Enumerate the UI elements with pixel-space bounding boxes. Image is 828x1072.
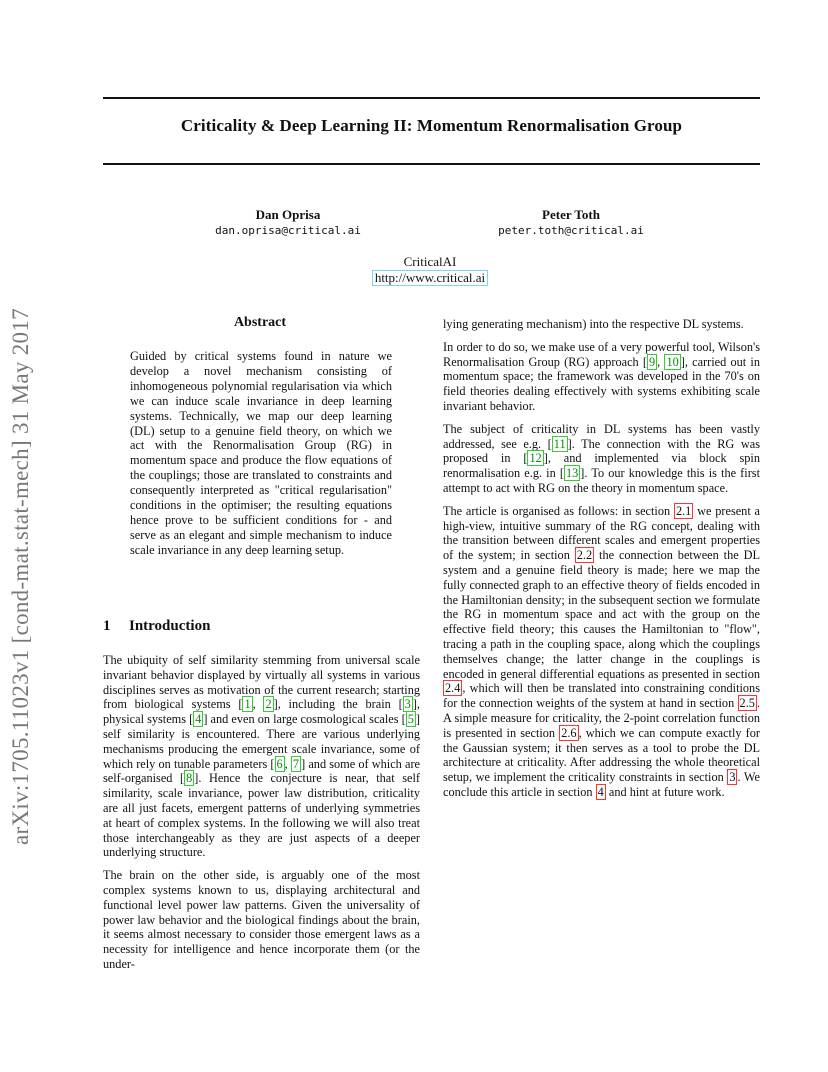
arxiv-side-stamp: arXiv:1705.11023v1 [cond-mat.stat-mech] 31 May 2017 bbox=[8, 308, 33, 845]
section-ref-link[interactable]: 3 bbox=[729, 770, 736, 785]
section-number: 1 bbox=[103, 618, 111, 634]
abstract-text: Guided by critical systems found in nature we develop a novel mechanism consisting of inhomogeneous polynomial regularisation via which we can induce scale invariance in deep learning systems. Technically, we map our deep learning (DL) setup to a genuine field theory, on which we act with the Renormalisation Group (RG) in momentum space and produce the flow equations of the couplings; those are translated to constraints and consequently interpreted as "critical regularisation" conditions in the optimiser; the resulting equations hence prove to be sufficient conditions for - and serve as an elegant and simple mechanism to induce scale invariance in any deep learning setup. bbox=[130, 349, 392, 557]
paragraph: The article is organised as follows: in section 2.1 we present a high-view, intuitive summary of the RG concept, dealing with the transition between different scales and emergent properties of the system; in section 2.2 the connection between the DL system and a genuine field theory is made; here we map the fully connected graph to an effective theory of fields encoded in the Hamiltonian density; in the subsequent section we formulate the RG in momentum space and act with the group on the effective field theory; this causes the Hamiltonian to "flow", tracing a path in the coupling space, along which the couplings themselves change; the latter change in the couplings is encoded in general differential equations as presented in section 2.4 , which will then be translated into constraining conditions for the connection weights of the system at hand in section 2.5 . A simple measure for criticality, the 2-point correlation function is presented in section 2.6 , which we can compute exactly for the Gaussian system; it then serves as a tool to probe the DL architecture at criticality. After addressing the whole theoretical setup, we implement the criticality constraints in section 3 . We conclude this article in section 4 and hint at future work. bbox=[443, 503, 761, 799]
affiliation-url-link[interactable]: http://www.critical.ai bbox=[372, 270, 488, 286]
left-column bbox=[103, 653, 420, 980]
section-ref-link[interactable]: 2.4 bbox=[445, 681, 461, 696]
paragraph: The brain on the other side, is arguably one of the most complex systems known to us, displaying architectural and functional level power law patterns. Given the universality of power law behavior and the biological findings about the brain, it seems almost necessary to consider those emergent laws as a necessity for intelligence and hence incorporate them (or the under- bbox=[103, 868, 420, 971]
citation-link[interactable]: 7 bbox=[292, 756, 300, 771]
title-top-rule bbox=[103, 97, 760, 99]
author-name: Dan Oprisa bbox=[255, 207, 321, 222]
paper-title: Criticality & Deep Learning II: Momentum Renormalisation Group bbox=[180, 116, 683, 135]
citation-link[interactable]: 10 bbox=[666, 354, 679, 369]
citation-link[interactable]: 5 bbox=[407, 712, 414, 727]
paragraph-continuation: lying generating mechanism) into the respective DL systems. bbox=[443, 317, 744, 331]
author-block-2 bbox=[451, 207, 691, 239]
right-column bbox=[443, 317, 760, 808]
author-email[interactable]: dan.oprisa@critical.ai bbox=[215, 224, 361, 237]
citation-link[interactable]: 13 bbox=[565, 466, 579, 481]
citation-link[interactable]: 8 bbox=[186, 771, 193, 786]
author-name: Peter Toth bbox=[542, 207, 600, 222]
section-ref-link[interactable]: 2.6 bbox=[561, 725, 577, 740]
citation-link[interactable]: 2 bbox=[265, 697, 272, 712]
section-title: Introduction bbox=[129, 618, 211, 634]
citation-link[interactable]: 6 bbox=[276, 756, 283, 771]
paragraph: In order to do so, we make use of a very powerful tool, Wilson's Renormalisation Group (RG) approach [ 9 , 10 ], carried out in momentum space; the framework was developed in the 70's on field theories dealing effectively with systems exhibiting scale invariant behavior. bbox=[443, 339, 760, 413]
author-block-1 bbox=[168, 207, 408, 239]
citation-link[interactable]: 4 bbox=[195, 712, 202, 727]
section-ref-link[interactable]: 2.5 bbox=[739, 696, 755, 711]
abstract-heading: Abstract bbox=[233, 315, 287, 330]
section-ref-link[interactable]: 2.2 bbox=[576, 548, 593, 563]
paragraph: The subject of criticality in DL systems has been vastly addressed, see e.g. [ 11 ]. The connection with the RG was proposed in [ 12 ], and implemented via block spin renormalisation e.g. in [ 13 ]. To our knowledge this is the first attempt to act with RG on the theory in momentum space. bbox=[443, 421, 760, 495]
citation-link[interactable]: 9 bbox=[649, 354, 656, 369]
paragraph: The ubiquity of self similarity stemming from universal scale invariant behavior displayed by virtually all systems in various disciplines serves as motivation of the current research; starting from biological systems [ 1 , 2 ], including the brain [ 3 ], physical systems [ 4 ] and even on large cosmological scales [ 5 ] self similarity is encountered. There are various underlying mechanisms producing the emergent scale invariance, some of which rely on tunable parameters [ 6 , 7 ] and some of which are self-organised [ 8 ]. Hence the conjecture is near, that self similarity, scale invariance, power law distribution, criticality are all just facets, emergent patterns of underlying symmetries at heart of complex systems. In the following we will also treat those interchangeably as they are just aspects of a deeper underlying structure. bbox=[103, 653, 421, 860]
affiliation bbox=[330, 254, 530, 286]
citation-link[interactable]: 12 bbox=[529, 451, 542, 466]
title-bottom-rule bbox=[103, 163, 760, 165]
author-email[interactable]: peter.toth@critical.ai bbox=[498, 224, 644, 237]
citation-link[interactable]: 11 bbox=[553, 436, 566, 451]
section-ref-link[interactable]: 4 bbox=[597, 784, 604, 799]
citation-link[interactable]: 1 bbox=[244, 697, 251, 712]
section-heading-introduction bbox=[103, 618, 210, 635]
affiliation-org: CriticalAI bbox=[403, 254, 457, 269]
citation-link[interactable]: 3 bbox=[404, 697, 411, 712]
section-ref-link[interactable]: 2.1 bbox=[675, 503, 692, 518]
